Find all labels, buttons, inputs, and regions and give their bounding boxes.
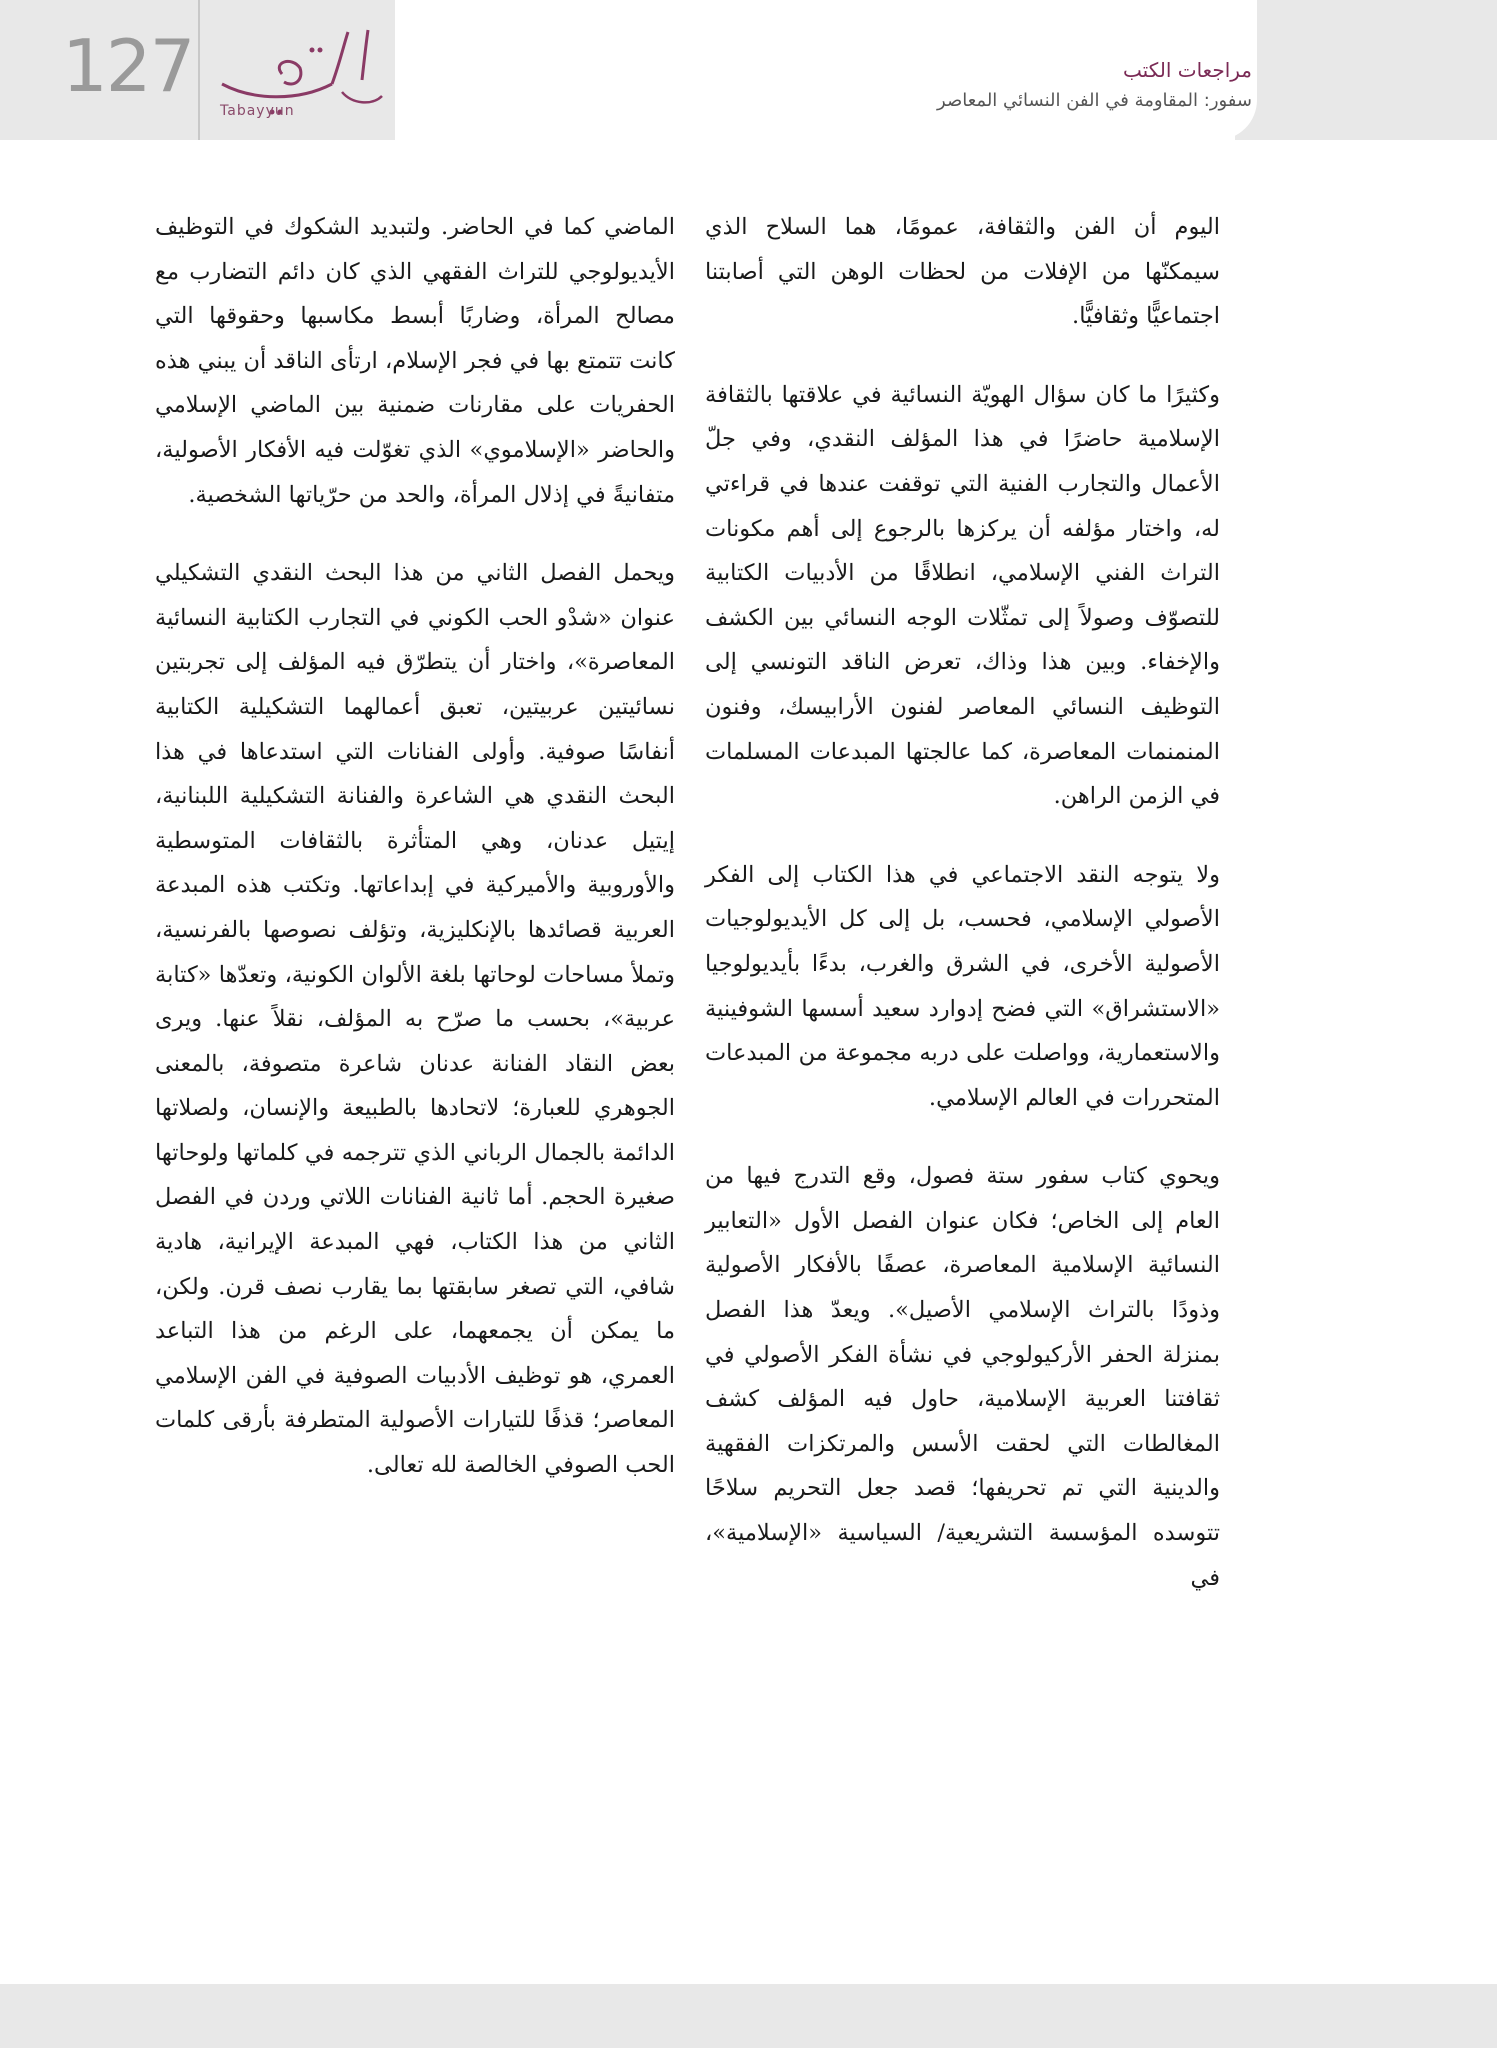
header-right-edge <box>1235 0 1497 140</box>
paragraph: ويحوي كتاب سفور ستة فصول، وقع التدرج فيها من العام إلى الخاص؛ فكان عنوان الفصل الأول «التعابير النسائية الإسلامية المعاصرة، عصفًا بالأفكار الأصولية وذودًا بالتراث الإسلامي الأصيل». ويعدّ هذا الفصل بمنزلة الحفر الأركيولوجي في نشأة الفكر الأصولي في ثقافتنا العربية الإسلامية، حاول فيه المؤلف كشف المغالطات التي لحقت الأسس والمرتكزات الفقهية والدينية التي تم تحريفها؛ قصد جعل التحريم سلاحًا تتوسده المؤسسة التشريعية/ السياسية «الإسلامية»، في <box>705 1163 1220 1591</box>
paragraph: الماضي كما في الحاضر. ولتبديد الشكوك في التوظيف الأيديولوجي للتراث الفقهي الذي كان دائم التضارب مع مصالح المرأة، وضاربًا أبسط مكاسبها وحقوقها التي كانت تتمتع بها في فجر الإسلام، ارتأى الناقد أن يبني هذه الحفريات على مقارنات ضمنية بين الماضي الإسلامي والحاضر «الإسلاموي» الذي تغوّلت فيه الأفكار الأصولية، متفانيةً في إذلال المرأة، والحد من حرّياتها الشخصية. <box>155 214 675 508</box>
paragraph: اليوم أن الفن والثقافة، عمومًا، هما السلاح الذي سيمكنّها من الإفلات من لحظات الوهن التي أصابتنا اجتماعيًّا وثقافيًّا. <box>705 214 1220 330</box>
section-title: مراجعات الكتب <box>1123 58 1252 82</box>
book-title: سفور: المقاومة في الفن النسائي المعاصر <box>937 90 1252 111</box>
paragraph: ولا يتوجه النقد الاجتماعي في هذا الكتاب إلى الفكر الأصولي الإسلامي، فحسب، بل إلى كل الأيديولوجيات الأصولية الأخرى، في الشرق والغرب، بدءًا بأيديولوجيا «الاستشراق» التي فضح إدوارد سعيد أسسها الشوفينية والاستعمارية، وواصلت على دربه مجموعة من المبدعات المتحررات في العالم الإسلامي. <box>705 861 1220 1111</box>
logo-divider <box>198 0 200 140</box>
page-number: 127 <box>62 24 194 108</box>
logo-latin-text: Tabayyun <box>220 103 295 119</box>
paragraph: ويحمل الفصل الثاني من هذا البحث النقدي التشكيلي عنوان «شدْو الحب الكوني في التجارب الكتابية النسائية المعاصرة»، واختار أن يتطرّق فيه المؤلف إلى تجربتين نسائيتين عربيتين، تعبق أعمالهما التشكيلية الكتابية أنفاسًا صوفية. وأولى الفنانات التي استدعاها في هذا البحث النقدي هي الشاعرة والفنانة التشكيلية اللبنانية، إيتيل عدنان، وهي المتأثرة بالثقافات المتوسطية والأوروبية والأميركية في إبداعاتها. وتكتب هذه المبدعة العربية قصائدها بالإنكليزية، وتؤلف نصوصها بالفرنسية، وتملأ مساحات لوحاتها بلغة الألوان الكونية، وتعدّها «كتابة عربية»، بحسب ما صرّح به المؤلف، نقلاً عنها. ويرى بعض النقاد الفنانة عدنان شاعرة متصوفة، بالمعنى الجوهري للعبارة؛ لاتحادها بالطبيعة والإنسان، ولصلاتها الدائمة بالجمال الرباني الذي تترجمه في كلماتها ولوحاتها صغيرة الحجم. أما ثانية الفنانات اللاتي وردن في الفصل الثاني من هذا الكتاب، فهي المبدعة الإيرانية، هادية شافي، التي تصغر سابقتها بما يقارب نصف قرن. ولكن، ما يمكن أن يجمعهما، على الرغم من هذا التباعد العمري، هو توظيف الأدبيات الصوفية في الفن الإسلامي المعاصر؛ قذفًا للتيارات الأصولية المتطرفة بأرقى كلمات الحب الصوفي الخالصة لله تعالى. <box>155 560 675 1479</box>
right-column <box>705 205 1220 1634</box>
paragraph: وكثيرًا ما كان سؤال الهويّة النسائية في علاقتها بالثقافة الإسلامية حاضرًا في هذا المؤلف النقدي، وفي جلّ الأعمال والتجارب الفنية التي توقفت عندها في قراءتي له، واختار مؤلفه أن يركزها بالرجوع إلى أهم مكونات التراث الفني الإسلامي، انطلاقًا من الأدبيات الكتابية للتصوّف وصولاً إلى تمثّلات الوجه النسائي بين الكشف والإخفاء. وبين هذا وذاك، تعرض الناقد التونسي إلى التوظيف النسائي المعاصر لفنون الأرابيسك، وفنون المنمنمات المعاصرة، كما عالجتها المبدعات المسلمات في الزمن الراهن. <box>705 381 1220 810</box>
footer-band <box>0 1984 1497 2048</box>
left-column <box>155 205 675 1522</box>
